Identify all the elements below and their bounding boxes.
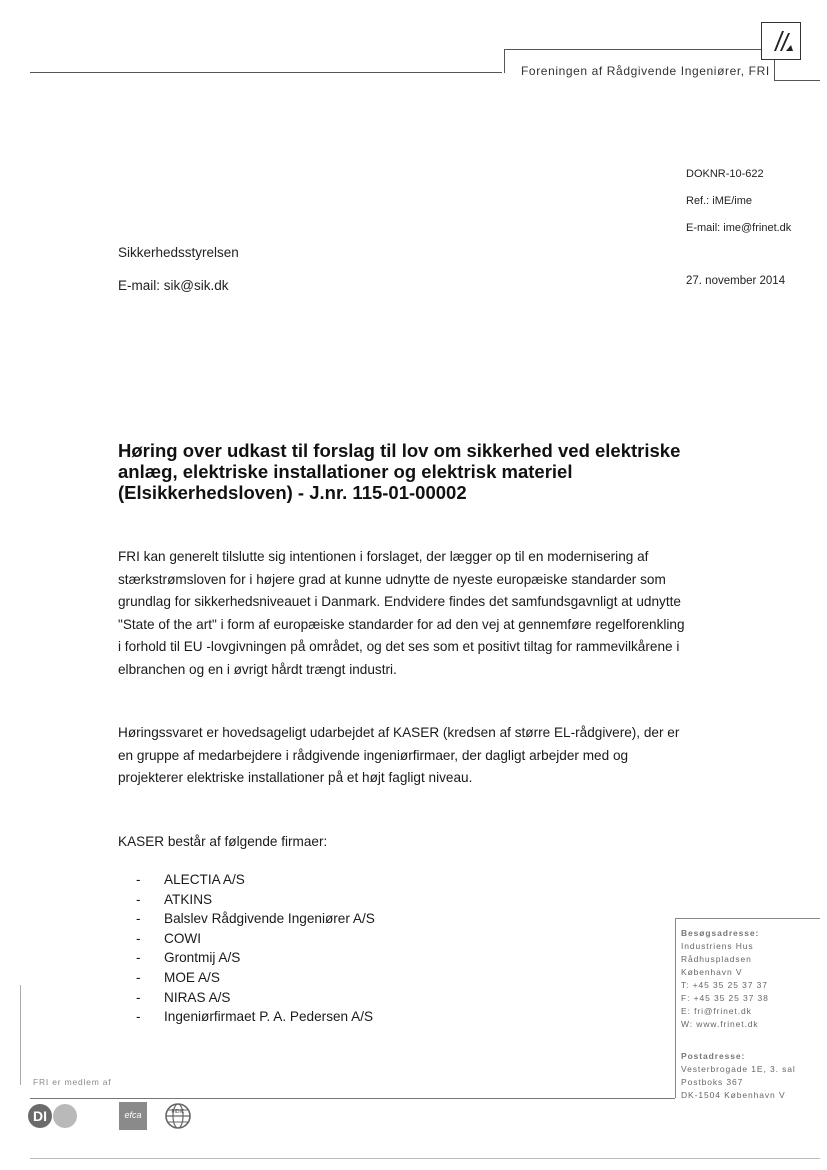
web-line: W: www.frinet.dk: [681, 1019, 759, 1029]
fidic-logo-icon: [164, 1102, 192, 1135]
list-item: - MOE A/S: [136, 969, 220, 985]
address-side-rule: [675, 918, 676, 1098]
paragraph-1: FRI kan generelt tilslutte sig intentionen i forslaget, der lægger op til en modernisering af stærkstrømsloven for i højere grad at kunne udnytte de nyeste europæiske standarder som grundlag for sikkerhedsniveauet i Danmark. Endvidere findes det samfundsgavnligt at udnytte "State of the art" i form af europæiske standarder for ad den vej at gennemføre regelforenkling i forhold til EU -lovgivningen på området, og det ses som et positivt tiltag for rammevilkårene i elbranchen og en i øvrigt hårdt trængt industri.: [118, 549, 685, 677]
postal-address-heading: Postadresse:: [681, 1051, 746, 1061]
visit-address: [681, 927, 769, 1031]
header-tab-top: [504, 49, 776, 50]
list-item: - Grontmij A/S: [136, 950, 241, 966]
org-name: Foreningen af Rådgivende Ingeniører, FRI: [521, 64, 770, 78]
list-item: - ATKINS: [136, 891, 213, 907]
efca-logo-text: efca: [124, 1110, 142, 1120]
phone-line: T: +45 35 25 37 37: [681, 980, 768, 990]
header-rule-left: [30, 72, 502, 73]
postal-address: [681, 1050, 796, 1102]
header-rule-right: [774, 80, 820, 81]
address-rule: [675, 918, 820, 919]
efca-logo-icon: [119, 1102, 147, 1130]
address-line: DK-1504 København V: [681, 1090, 786, 1100]
header-tick: [774, 58, 775, 80]
document-date: 27. november 2014: [686, 275, 786, 287]
fax-line: F: +45 35 25 37 38: [681, 993, 769, 1003]
sender-email: E-mail: ime@frinet.dk: [686, 222, 792, 234]
header-tab-side: [504, 49, 505, 73]
footer-rule: [30, 1098, 675, 1099]
fidic-logo-text: FIDIC: [171, 1109, 185, 1115]
bottom-rule: [30, 1158, 820, 1159]
list-item: - NIRAS A/S: [136, 989, 231, 1005]
di-logo-letter-d: DI: [33, 1108, 47, 1124]
di-logo-icon: [27, 1102, 85, 1135]
address-line: Postboks 367: [681, 1077, 744, 1087]
list-item: - COWI: [136, 930, 201, 946]
list-item: - ALECTIA A/S: [136, 872, 245, 887]
recipient-name: Sikkerhedsstyrelsen: [118, 245, 239, 260]
paragraph-2: Høringssvaret er hovedsageligt udarbejdet af KASER (kredsen af større EL-rådgivere), der er en gruppe af medarbejdere i rådgivende ingeniørfirmaer, der dagligt arbejder med og projekterer elektriske installationer på et højt fagligt niveau.: [118, 725, 680, 785]
firms-intro: KASER består af følgende firmaer:: [118, 834, 328, 849]
email-line: E: fri@frinet.dk: [681, 1006, 752, 1016]
member-text: FRI er medlem af: [33, 1077, 112, 1087]
list-item: - Balslev Rådgivende Ingeniører A/S: [136, 911, 375, 927]
visit-address-heading: Besøgsadresse:: [681, 928, 760, 938]
document-number: DOKNR-10-622: [686, 168, 764, 180]
address-line: Vesterbrogade 1E, 3. sal: [681, 1064, 796, 1074]
footer-side-rule: [20, 985, 21, 1085]
list-item: - Ingeniørfirmaet P. A. Pedersen A/S: [136, 1009, 374, 1025]
recipient-email: E-mail: sik@sik.dk: [118, 278, 229, 293]
address-line: København V: [681, 967, 743, 977]
address-line: Industriens Hus: [681, 941, 754, 951]
reference: Ref.: iME/ime: [686, 195, 753, 207]
firms-list: [136, 870, 375, 1027]
fri-logo-icon: [761, 22, 801, 60]
address-line: Rådhuspladsen: [681, 954, 752, 964]
document-title: Høring over udkast til forslag til lov om sikkerhed ved elektriske anlæg, elektriske installationer og elektrisk materiel (Elsikkerhedsloven) - J.nr. 115-01-00002: [118, 440, 681, 503]
